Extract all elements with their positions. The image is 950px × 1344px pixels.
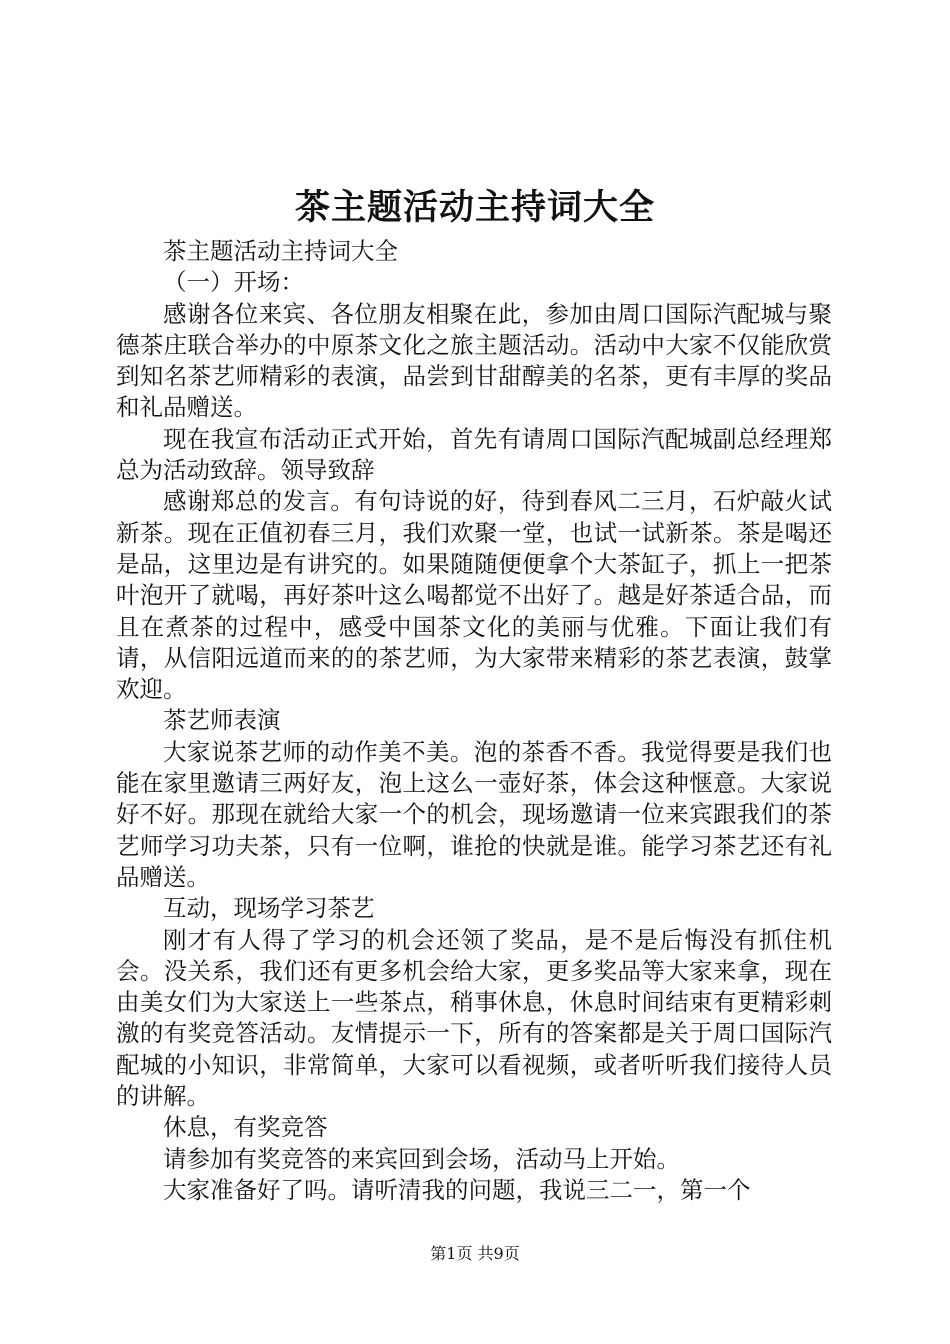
paragraph-break-notice: 刚才有人得了学习的机会还领了奖品，是不是后悔没有抓住机会。没关系，我们还有更多机会给大家，更多奖品等大家来拿，现在由美女们为大家送上一些茶点，稍事休息，休息时间结束有更精彩刺激的有奖竞答活动。友情提示一下，所有的答案都是关于周口国际汽配城的小知识，非常简单，大家可以看视频，或者听听我们接待人员的讲解。 xyxy=(116,925,832,1111)
document-body xyxy=(116,236,832,1206)
paragraph-welcome: 感谢各位来宾、各位朋友相聚在此，参加由周口国际汽配城与聚德茶庄联合举办的中原茶文化之旅主题活动。活动中大家不仅能欣赏到知名茶艺师精彩的表演，品尝到甘甜醇美的名茶，更有丰厚的奖品和礼品赠送。 xyxy=(116,299,832,422)
paragraph-announcement: 现在我宣布活动正式开始，首先有请周口国际汽配城副总经理郑总为活动致辞。领导致辞 xyxy=(116,424,832,485)
document-title: 茶主题活动主持词大全 xyxy=(294,187,655,228)
page-footer: 第1页 共9页 xyxy=(430,1244,520,1263)
paragraph-invitation: 大家说茶艺师的动作美不美。泡的茶香不香。我觉得要是我们也能在家里邀请三两好友，泡上这么一壶好茶，体会这种惬意。大家说好不好。那现在就给大家一个的机会，现场邀请一位来宾跟我们的茶艺师学习功夫茶，只有一位啊，谁抢的快就是谁。能学习茶艺还有礼品赠送。 xyxy=(116,737,832,891)
paragraph-section-opening: （一）开场： xyxy=(163,268,304,297)
paragraph-interaction: 互动，现场学习茶艺 xyxy=(163,894,375,923)
paragraph-tea-intro: 感谢郑总的发言。有句诗说的好，待到春风二三月，石炉敲火试新茶。现在正值初春三月，我们欢聚一堂，也试一试新茶。茶是喝还是品，这里边是有讲究的。如果随随便便拿个大茶缸子，抓上一把茶叶泡开了就喝，再好茶叶这么喝都觉不出好了。越是好茶适合品，而且在煮茶的过程中，感受中国茶文化的美丽与优雅。下面让我们有请，从信阳远道而来的的茶艺师，为大家带来精彩的茶艺表演，鼓掌欢迎。 xyxy=(116,487,832,704)
paragraph-quiz-return: 请参加有奖竞答的来宾回到会场，活动马上开始。 xyxy=(163,1144,680,1173)
paragraph-subtitle: 茶主题活动主持词大全 xyxy=(163,237,398,265)
paragraph-quiz-start: 大家准备好了吗。请听清我的问题，我说三二一，第一个 xyxy=(163,1175,751,1204)
paragraph-tea-performance: 茶艺师表演 xyxy=(163,706,281,735)
paragraph-quiz-heading: 休息，有奖竞答 xyxy=(163,1113,328,1142)
